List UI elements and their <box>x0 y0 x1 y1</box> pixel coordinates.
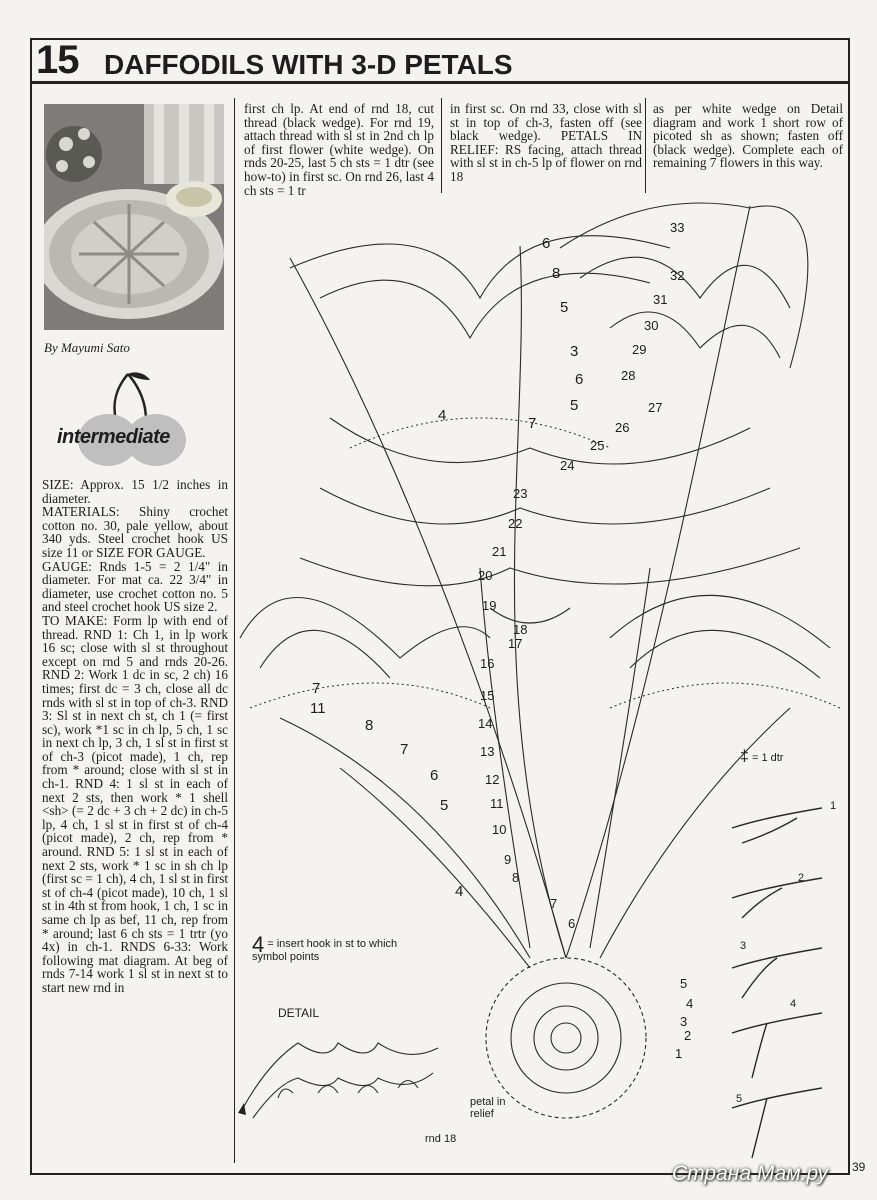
wedge-number: 11 <box>310 700 326 717</box>
page-title: DAFFODILS WITH 3-D PETALS <box>104 49 513 80</box>
wedge-number: 8 <box>365 717 374 734</box>
column-divider <box>645 98 646 193</box>
round-number: 25 <box>590 438 605 453</box>
doily-photo <box>44 104 224 330</box>
round-number: 26 <box>615 420 630 435</box>
rnd18-label: rnd 18 <box>425 1133 457 1145</box>
round-number: 15 <box>480 688 495 703</box>
step-label: 1 <box>830 800 837 812</box>
instructions-column-1: SIZE: Approx. 15 1/2 inches in diameter. MATERIALS: Shiny crochet cotton no. 30, pale yellow, about 340 yds. Steel crochet hook US size 11 or SIZE FOR GAUGE. GAUGE: Rnds 1-5 = 2 1/4" in diameter. For mat ca. 22 3/4" in diameter, use crochet cotton no. 5 and steel crochet hook US size 2. TO MAKE: Form lp with end of thread. RND 1: Ch 1, in lp work 16 sc; close with sl st throughout except on rnd 5 and rnds 20-26. RND 2: Work 1 dc in sc, 2 ch) 16 times; first dc = 3 ch, close all dc rnds with sl st in top of ch-3. RND 3: Sl st in next ch st, ch 1 (= first sc), work *1 sc in ch lp, 5 ch, 1 sc in next ch lp, 3 ch, 1 sl st in first st of ch-3 (picot made), 1 ch, rep from * around; close with sl st in ch-1. RND 4: 1 sl st in each of next 2 sts, then work * 1 shell <sh> (= 2 dc + 3 ch + 2 dc) in ch-5 lp, 4 ch, 1 sl st in first st of ch-4 (picot made), 2 ch, rep from * around. RND 5: 1 sl st in each of next 2 sts, work * 1 sc in sh ch lp (first sc = 1 ch), 4 ch, 1 sl st in first st of ch-4 (picot made), 10 ch, 1 sl st in 4th st from hook, 1 ch, 1 sc in same ch lp as bef, 11 ch, rep from * around; last 6 ch sts = 1 trtr (yo 4x) in ch-1. RNDS 6-33: Work following mat diagram. At beg of rnds 7-14 work 1 sl st in next st to start new rnd in <box>42 477 228 995</box>
petal-in-relief-label: petal in relief <box>470 1096 506 1120</box>
wedge-number: 6 <box>542 235 551 252</box>
round-number: 3 <box>680 1014 688 1029</box>
round-number: 4 <box>686 996 694 1011</box>
round-number: 8 <box>512 870 520 885</box>
watermark: Страна Мам.ру <box>672 1162 828 1185</box>
insert-hook-note <box>252 932 422 964</box>
byline: By Mayumi Sato <box>44 340 130 355</box>
round-number: 14 <box>478 716 493 731</box>
detail-label: DETAIL <box>278 1006 320 1020</box>
wedge-number: 4 <box>455 883 464 900</box>
round-number: 16 <box>480 656 495 671</box>
page-number: 39 <box>852 1160 866 1174</box>
wedge-number: 3 <box>570 343 579 360</box>
instructions-column-4: as per white wedge on Detail diagram and work 1 short row of picoted sh as shown; fasten off (black wedge). Complete each of remaining 7 flowers in this way. <box>653 101 843 171</box>
wedge-number: 7 <box>400 741 409 758</box>
wedge-number: 5 <box>570 397 579 414</box>
round-number: 22 <box>508 516 523 531</box>
round-number: 12 <box>485 772 500 787</box>
round-number: 10 <box>492 822 507 837</box>
round-number: 18 <box>513 622 528 637</box>
skill-level-badge <box>50 370 220 470</box>
round-number: 7 <box>550 896 558 911</box>
wedge-number: 5 <box>440 797 449 814</box>
round-number: 21 <box>492 544 507 559</box>
round-number: 2 <box>684 1028 692 1043</box>
round-number: 5 <box>680 976 688 991</box>
column-divider <box>441 98 442 193</box>
instructions-column-2: first ch lp. At end of rnd 18, cut thread (black wedge). For rnd 19, attach thread with sl st in 2nd ch lp of first flower (white wedge). On rnds 20-25, last 5 ch sts = 1 dtr (see how-to) in first sc. On rnd 26, last 4 ch sts = 1 tr <box>244 101 434 198</box>
instructions-column-3: in first sc. On rnd 33, close with sl st in top of ch-3, fasten off (see black wedge). PETALS IN RELIEF: RS facing, attach thread with sl st in ch-5 lp of flower on rnd 18 <box>450 101 642 184</box>
skill-level-text: intermediate <box>57 426 170 448</box>
round-number: 27 <box>648 400 663 415</box>
round-number: 33 <box>670 220 685 235</box>
pattern-number: 15 <box>36 38 79 82</box>
round-number: 32 <box>670 268 685 283</box>
round-number: 9 <box>504 852 512 867</box>
step-label: 4 <box>790 998 797 1010</box>
wedge-number: 5 <box>560 299 569 316</box>
dtr-step-diagrams <box>722 798 840 1168</box>
wedge-number: 6 <box>575 371 584 388</box>
step-label: 3 <box>740 940 747 952</box>
dtr-legend-text: = 1 dtr <box>751 752 784 764</box>
insert-hook-symbol: 4 <box>252 932 265 957</box>
detail-diagram <box>238 1023 458 1133</box>
round-number: 31 <box>653 292 668 307</box>
wedge-number: 7 <box>528 415 537 432</box>
round-number: 17 <box>508 636 523 651</box>
round-number: 23 <box>513 486 528 501</box>
dtr-legend: ‡ = 1 dtr <box>740 748 784 765</box>
round-number: 11 <box>490 796 504 811</box>
round-number: 13 <box>480 744 495 759</box>
page-header <box>30 38 850 84</box>
step-label: 2 <box>798 872 805 884</box>
wedge-number: 6 <box>430 767 439 784</box>
wedge-number: 7 <box>312 680 321 697</box>
round-number: 19 <box>482 598 497 613</box>
crochet-diagram <box>230 188 850 1175</box>
round-number: 20 <box>478 568 493 583</box>
round-number: 1 <box>675 1046 683 1061</box>
round-number: 24 <box>560 458 575 473</box>
insert-hook-text: = insert hook in st to which symbol points <box>252 938 398 963</box>
round-number: 29 <box>632 342 647 357</box>
round-number: 30 <box>644 318 659 333</box>
round-number: 28 <box>621 368 636 383</box>
round-number: 6 <box>568 916 576 931</box>
step-label: 5 <box>736 1093 743 1105</box>
wedge-number: 8 <box>552 265 561 282</box>
wedge-number: 4 <box>438 407 447 424</box>
